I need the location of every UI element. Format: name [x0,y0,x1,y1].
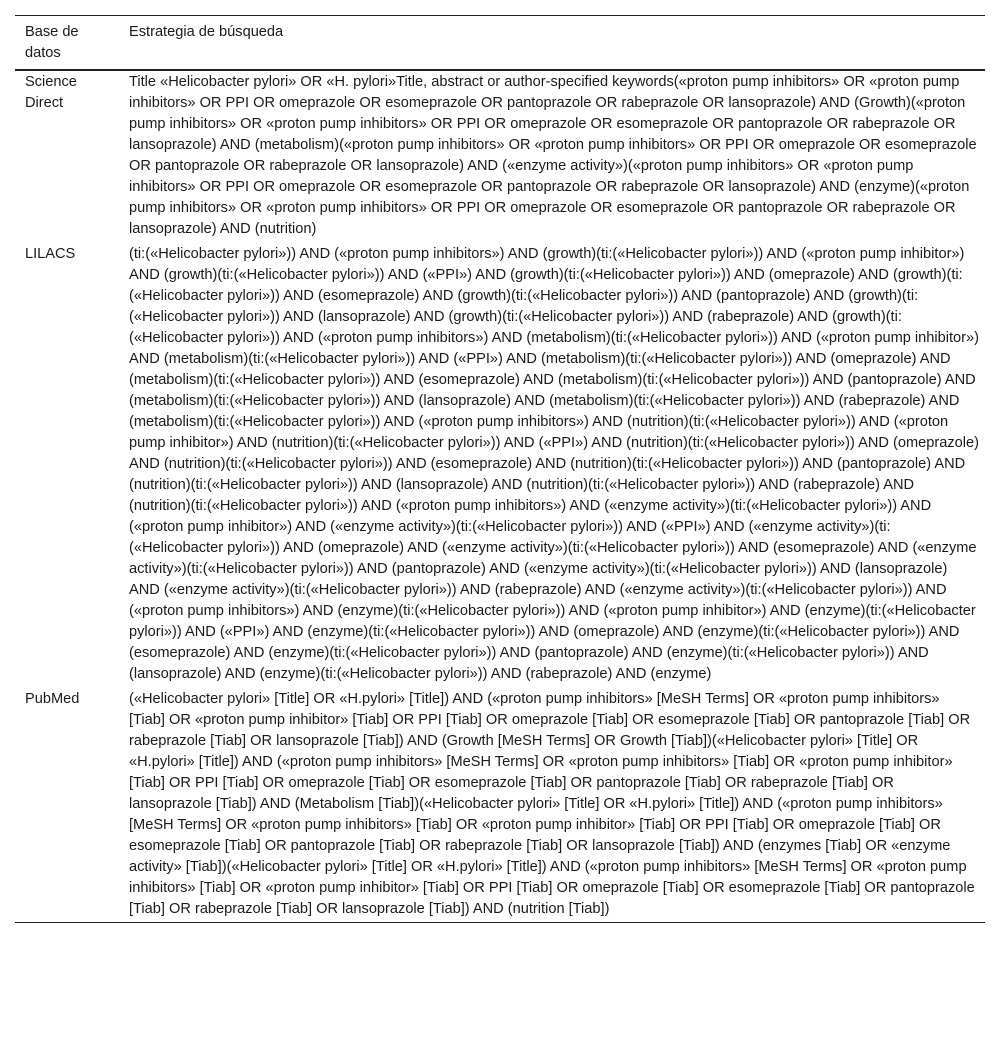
table-row-pubmed [15,687,985,923]
header-database: Base de datos [25,24,79,61]
search-strategy-table-container [15,15,985,923]
strategy-cell: Title «Helicobacter pylori» OR «H. pylori»Title, abstract or author-specified keywords(«proton pump inhibitors» OR «proton pump inhibitors» OR PPI OR omeprazole OR esomeprazole OR pantoprazole OR rabeprazole OR lansoprazole) AND (Growth)(«proton pump inhibitors» OR «proton pump inhibitors» OR PPI OR omeprazole OR esomeprazole OR pantoprazole OR rabeprazole OR lansoprazole) AND (metabolism)(«proton pump inhibitors» OR «proton pump inhibitors» OR PPI OR omeprazole OR esomeprazole OR pantoprazole OR rabeprazole OR lansoprazole) AND («enzyme activity»)(«proton pump inhibitors» OR «proton pump inhibitors» OR PPI OR omeprazole OR esomeprazole OR pantoprazole OR rabeprazole OR lansoprazole) AND (enzyme)(«proton pump inhibitors» OR «proton pump inhibitors» OR PPI OR omeprazole OR esomeprazole OR pantoprazole OR rabeprazole OR lansoprazole) AND (nutrition) [129,74,977,237]
header-row [15,16,985,71]
search-strategy-table [15,15,985,923]
table-body [15,70,985,923]
database-cell: Science Direct [25,74,77,111]
database-cell: LILACS [25,246,76,262]
strategy-cell: («Helicobacter pylori» [Title] OR «H.pylori» [Title]) AND («proton pump inhibitors» [MeSH Terms] OR «proton pump inhibitors» [Tiab] OR «proton pump inhibitor» [Tiab] OR PPI [Tiab] OR omeprazole [Tiab] OR esomeprazole [Tiab] OR pantoprazole [Tiab] OR rabeprazole [Tiab] OR lansoprazole [Tiab]) AND (Growth [MeSH Terms] OR Growth [Tiab])(«Helicobacter pylori» [Title] OR «H.pylori» [Title]) AND («proton pump inhibitors» [MeSH Terms] OR «proton pump inhibitors» [Tiab] OR «proton pump inhibitor» [Tiab] OR PPI [Tiab] OR omeprazole [Tiab] OR esomeprazole [Tiab] OR pantoprazole [Tiab] OR rabeprazole [Tiab] OR lansoprazole [Tiab]) AND (Metabolism [Tiab])(«Helicobacter pylori» [Title] OR «H.pylori» [Title]) AND («proton pump inhibitors» [MeSH Terms] OR «proton pump inhibitors» [Tiab] OR «proton pump inhibitor» [Tiab] OR PPI [Tiab] OR omeprazole [Tiab] OR esomeprazole [Tiab] OR pantoprazole [Tiab] OR rabeprazole [Tiab] OR lansoprazole [Tiab]) AND (enzymes [Tiab] OR «enzyme activity» [Tiab])(«Helicobacter pylori» [Title] OR «H.pylori» [Title]) AND («proton pump inhibitors» [MeSH Terms] OR «proton pump inhibitors» [Tiab] OR «proton pump inhibitor» [Tiab] OR PPI [Tiab] OR omeprazole [Tiab] OR esomeprazole [Tiab] OR pantoprazole [Tiab] OR rabeprazole [Tiab] OR lansoprazole [Tiab]) AND (nutrition [Tiab]) [129,691,975,917]
database-cell: PubMed [25,691,80,707]
strategy-cell: (ti:(«Helicobacter pylori»)) AND («proton pump inhibitors») AND (growth)(ti:(«Helicobacter pylori»)) AND («proton pump inhibitor») AND (growth)(ti:(«Helicobacter pylori»)) AND («PPI») AND (growth)(ti:(«Helicobacter pylori»)) AND (omeprazole) AND (growth)(ti:(«Helicobacter pylori»)) AND (esomeprazole) AND (growth)(ti:(«Helicobacter pylori»)) AND (pantoprazole) AND (growth)(ti:(«Helicobacter pylori»)) AND (lansoprazole) AND (growth)(ti:(«Helicobacter pylori»)) AND (rabeprazole) AND (growth)(ti:(«Helicobacter pylori»)) AND («proton pump inhibitors») AND (metabolism)(ti:(«Helicobacter pylori»)) AND («proton pump inhibitor») AND (metabolism)(ti:(«Helicobacter pylori»)) AND («PPI») AND (metabolism)(ti:(«Helicobacter pylori»)) AND (omeprazole) AND (metabolism)(ti:(«Helicobacter pylori»)) AND (esomeprazole) AND (metabolism)(ti:(«Helicobacter pylori»)) AND (pantoprazole) AND (metabolism)(ti:(«Helicobacter pylori»)) AND (lansoprazole) AND (metabolism)(ti:(«Helicobacter pylori»)) AND (rabeprazole) AND (metabolism)(ti:(«Helicobacter pylori»)) AND («proton pump inhibitors») AND (nutrition)(ti:(«Helicobacter pylori»)) AND («proton pump inhibitor») AND (nutrition)(ti:(«Helicobacter pylori»)) AND («PPI») AND (nutrition)(ti:(«Helicobacter pylori»)) AND (omeprazole) AND (nutrition)(ti:(«Helicobacter pylori»)) AND (esomeprazole) AND (nutrition)(ti:(«Helicobacter pylori»)) AND (pantoprazole) AND (nutrition)(ti:(«Helicobacter pylori»)) AND (lansoprazole) AND (nutrition)(ti:(«Helicobacter pylori»)) AND (rabeprazole) AND (nutrition)(ti:(«Helicobacter pylori»)) AND («proton pump inhibitors») AND («enzyme activity»)(ti:(«Helicobacter pylori»)) AND («proton pump inhibitor») AND («enzyme activity»)(ti:(«Helicobacter pylori»)) AND («PPI») AND («enzyme activity»)(ti:(«Helicobacter pylori»)) AND (omeprazole) AND («enzyme activity»)(ti:(«Helicobacter pylori»)) AND (esomeprazole) AND («enzyme activity»)(ti:(«Helicobacter pylori»)) AND (pantoprazole) AND («enzyme activity»)(ti:(«Helicobacter pylori»)) AND (lansoprazole) AND («enzyme activity»)(ti:(«Helicobacter pylori»)) AND (rabeprazole) AND («enzyme activity»)(ti:(«Helicobacter pylori»)) AND («proton pump inhibitors») AND (enzyme)(ti:(«Helicobacter pylori»)) AND («proton pump inhibitor») AND (enzyme)(ti:(«Helicobacter pylori»)) AND («PPI») AND (enzyme)(ti:(«Helicobacter pylori»)) AND (omeprazole) AND (enzyme)(ti:(«Helicobacter pylori»)) AND (esomeprazole) AND (enzyme)(ti:(«Helicobacter pylori»)) AND (pantoprazole) AND (enzyme)(ti:(«Helicobacter pylori»)) AND (lansoprazole) AND (enzyme)(ti:(«Helicobacter pylori»)) AND (rabeprazole) AND (enzyme) [129,246,980,682]
table-row-lilacs [15,242,985,687]
table-header [15,16,985,71]
table-row-science-direct [15,70,985,242]
header-strategy: Estrategia de búsqueda [129,24,284,40]
